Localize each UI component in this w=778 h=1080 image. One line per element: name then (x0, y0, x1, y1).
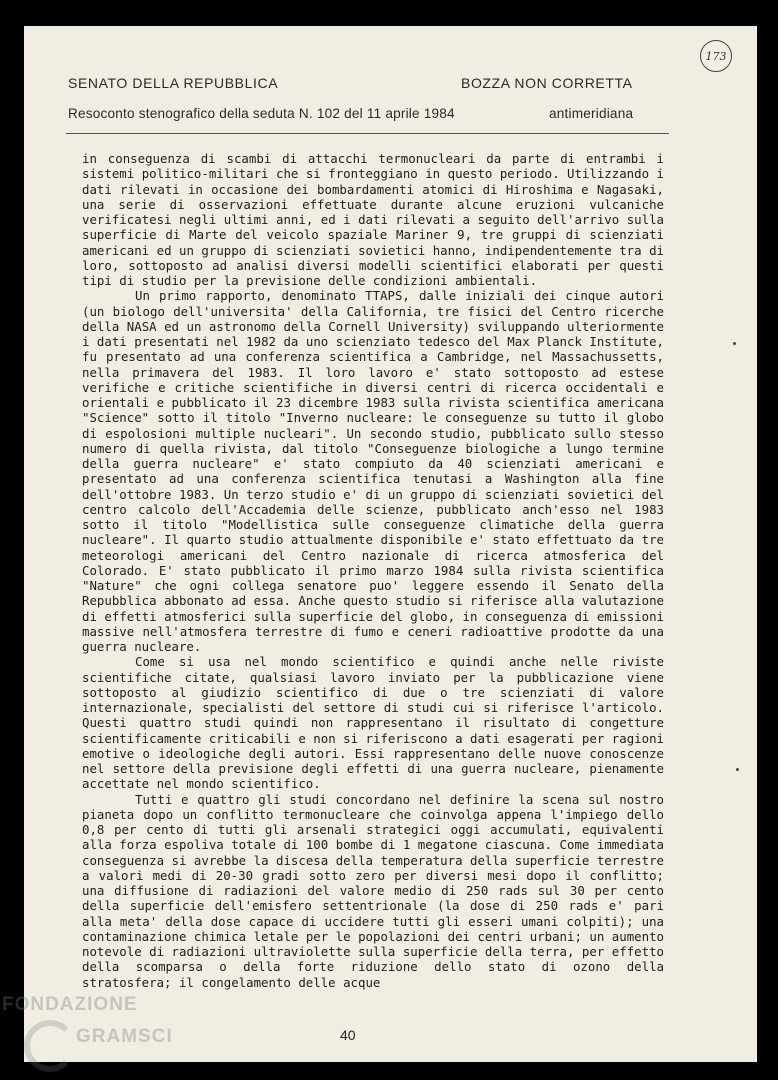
paragraph: Un primo rapporto, denominato TTAPS, dalle iniziali dei cinque autori (un biologo dell'universita' della California, tre fisici del Centro ricerche della NASA ed un astronomo della Cornell University) sviluppando ulteriormente i dati presentati nel 1982 da uno scienziato tedesco del Max Planck Institute, fu presentato ad una conferenza scientifica a Cambridge, nel Massachussetts, nella primavera del 1983. Il loro lavoro e' stato sottoposto ad estese verifiche e critiche scientifiche in diversi centri di ricerca occidentali e orientali e pubblicato il 23 dicembre 1983 sulla rivista scientifica americana "Science" sotto il titolo "Inverno nucleare: le conseguenze su tutto il globo di espolosioni multiple nucleari". Un secondo studio, pubblicato sullo stesso numero di quella rivista, dal titolo "Conseguenze biologiche a lungo termine della guerra nucleare" e' stato compiuto da 40 scienziati americani e presentato ad una conferenza scientifica tenutasi a Washington alla fine dell'ottobre 1983. Un terzo studio e' di un gruppo di scienziati sovietici del centro calcolo dell'Accademia delle scienze, pubblicato anch'esso nel 1983 sotto il titolo "Modellistica sulle conseguenze climatiche della guerra nucleare". Il quarto studio attualmente disponibile e' stato effettuato da tre meteorologi americani del Centro nazionale di ricerca atmosferica del Colorado. E' stato pubblicato il primo marzo 1984 sulla rivista scientifica "Nature" che ogni collega senatore puo' leggere essendo il Senato della Repubblica abbonato ad essa. Anche questo studio si riferisce alla valutazione di effetti atmosferici sulla superficie del globo, in conseguenza di emissioni massive nell'atmosfera terrestre di fumo e ceneri radioattive prodotte da una guerra nucleare. (82, 288, 664, 654)
margin-mark (736, 768, 739, 771)
page-number: 40 (340, 1027, 356, 1043)
document-page (24, 26, 757, 1062)
watermark-line-2: GRAMSCI (76, 1026, 173, 1047)
session-time: antimeridiana (549, 106, 634, 121)
draft-notice: BOZZA NON CORRETTA (461, 75, 633, 91)
stenographic-text (82, 151, 664, 990)
margin-mark (733, 342, 736, 345)
paragraph: in conseguenza di scambi di attacchi termonucleari da parte di entrambi i sistemi politico-militari che si fronteggiano in questo periodo. Utilizzando i dati rilevati in occasione dei bombardamenti atomici di Hiroshima e Nagasaki, una serie di osservazioni effettuate durante alcune eruzioni vulcaniche verificatesi negli ultimi anni, ed i dati rilevati a seguito dell'arrivo sulla superficie di Marte del veicolo spaziale Mariner 9, tre gruppi di scienziati americani ed un gruppo di scienziati sovietici hanno, indipendentemente tra di loro, sottoposto ad analisi diversi modelli scientifici elaborati per questi tipi di studio per la previsione delle condizioni ambientali. (82, 151, 664, 288)
watermark-line-1: FONDAZIONE (2, 994, 138, 1015)
watermark-logo-icon (24, 1020, 76, 1072)
session-title: Resoconto stenografico della seduta N. 102 del 11 aprile 1984 (68, 106, 455, 121)
archive-watermark (2, 994, 173, 1047)
handwritten-page-annotation: 173 (700, 40, 732, 72)
header-rule (66, 133, 669, 134)
senate-header: SENATO DELLA REPUBBLICA (68, 75, 279, 91)
paragraph: Come si usa nel mondo scientifico e quindi anche nelle riviste scientifiche citate, qualsiasi lavoro inviato per la pubblicazione viene sottoposto al giudizio scientifico di due o tre scienziati di valore internazionale, specialisti del settore di studi cui si riferisce l'articolo. Questi quattro studi quindi non rappresentano il risultato di congetture scientificamente criticabili e non si riferiscono a dati esagerati per ragioni emotive o ideologiche degli autori. Essi rappresentano delle nuove conoscenze nel settore della previsione degli effetti di una guerra nucleare, pienamente accettate nel mondo scientifico. (82, 654, 664, 792)
paragraph: Tutti e quattro gli studi concordano nel definire la scena sul nostro pianeta dopo un conflitto termonucleare che coinvolga appena l'impiego dello 0,8 per cento di tutti gli arsenali strategici oggi accumulati, equivalenti alla forza espoliva totale di 100 bombe di 1 megatone ciascuna. Come immediata conseguenza si avrebbe la discesa della temperatura della superficie terrestre a valori medi di 20-30 gradi sotto zero per diversi mesi dopo il conflitto; una diffusione di radiazioni del valore medio di 250 rads sul 30 per cento della superficie dell'emisfero settentrionale (la dose di 250 rads e' pari alla meta' della dose capace di uccidere tutti gli esseri umani colpiti); una contaminazione chimica letale per le popolazioni dei centri urbani; un aumento notevole di radiazioni ultraviolette sulla superficie della terra, per effetto della scomparsa o della forte riduzione dello stato di ozono della stratosfera; il congelamento delle acque (82, 791, 664, 990)
